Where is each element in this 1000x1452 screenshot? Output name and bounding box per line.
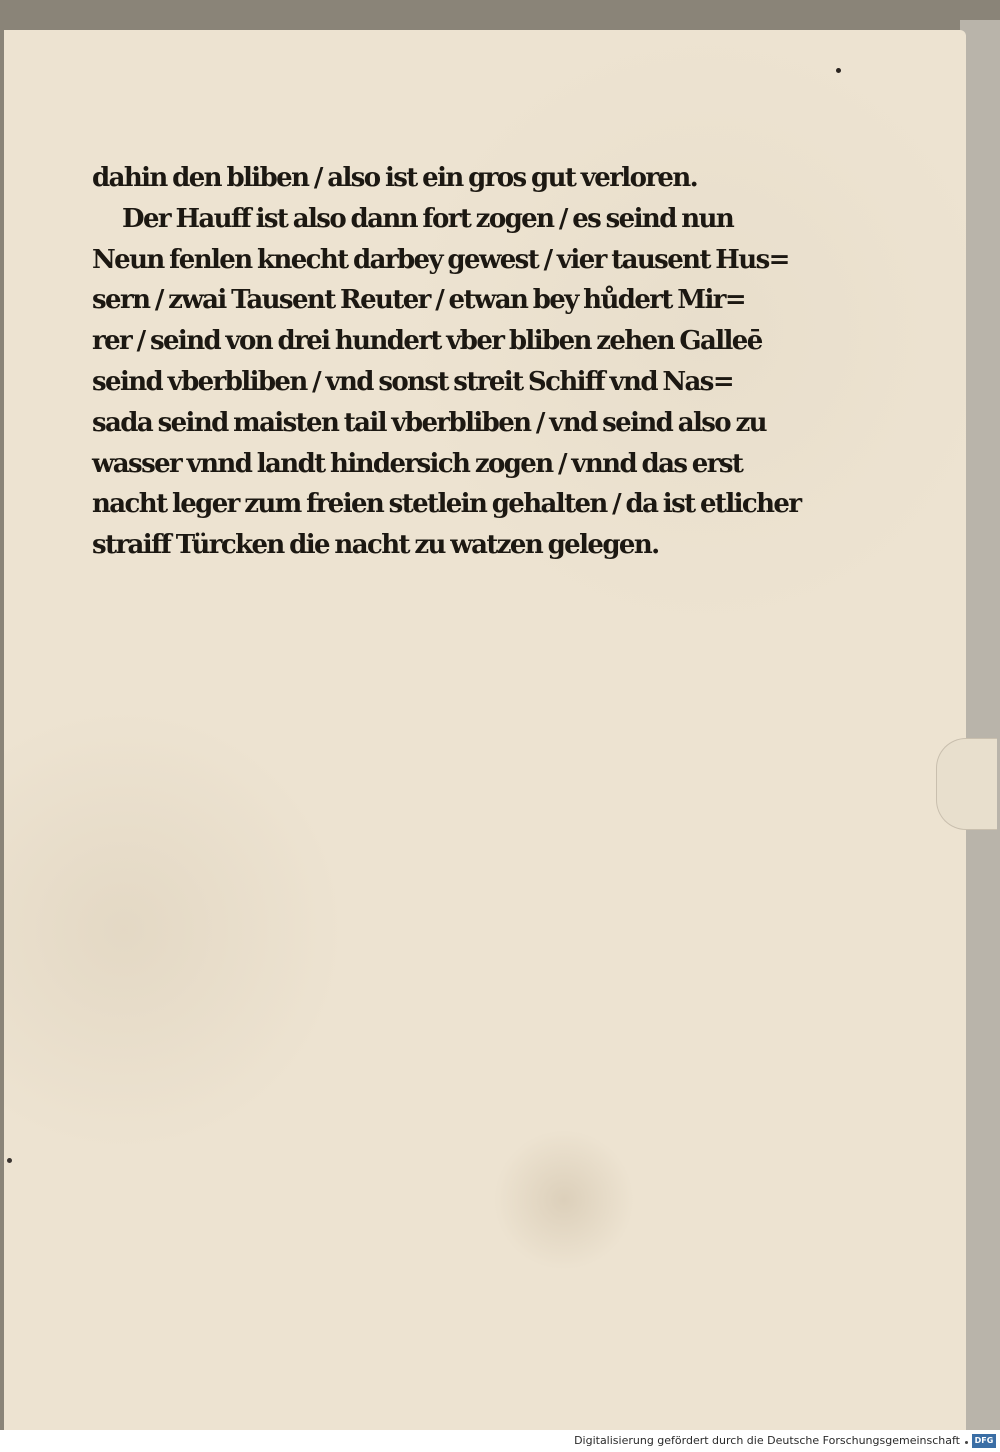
text-line: Neun fenlen knecht darbey gewest / vier tausent Hus= (92, 244, 789, 275)
text-line: sern / zwai Tausent Reuter / etwan bey hůdert Mir= (92, 285, 746, 316)
text-line: dahin den bliben / also ist ein gros gut verloren. (92, 163, 698, 193)
text-line: Der Hauff ist also dann fort zogen / es seind nun (122, 203, 734, 234)
ink-speck (836, 68, 841, 73)
footer-bar (0, 1430, 1000, 1452)
separator-dot (965, 1441, 968, 1444)
text-line: straiff Türcken die nacht zu watzen gelegen. (92, 530, 659, 561)
text-line: rer / seind von drei hundert vber bliben zehen Galleē (92, 326, 762, 357)
text-line: seind vberbliben / vnd sonst streit Schiff vnd Nas= (92, 366, 734, 397)
footer-credit: Digitalisierung gefördert durch die Deutsche Forschungsgemeinschaft (574, 1434, 960, 1447)
page-text (92, 158, 801, 566)
clip-tab (936, 738, 997, 830)
backing-board (960, 20, 1000, 1430)
text-line: sada seind maisten tail vberbliben / vnd seind also zu (92, 407, 766, 438)
ink-speck (7, 1158, 12, 1163)
text-line: nacht leger zum freien stetlein gehalten / da ist etlicher (92, 489, 801, 520)
dfg-logo-icon: DFG (972, 1434, 996, 1448)
text-line: wasser vnnd landt hindersich zogen / vnnd das erst (92, 448, 743, 479)
